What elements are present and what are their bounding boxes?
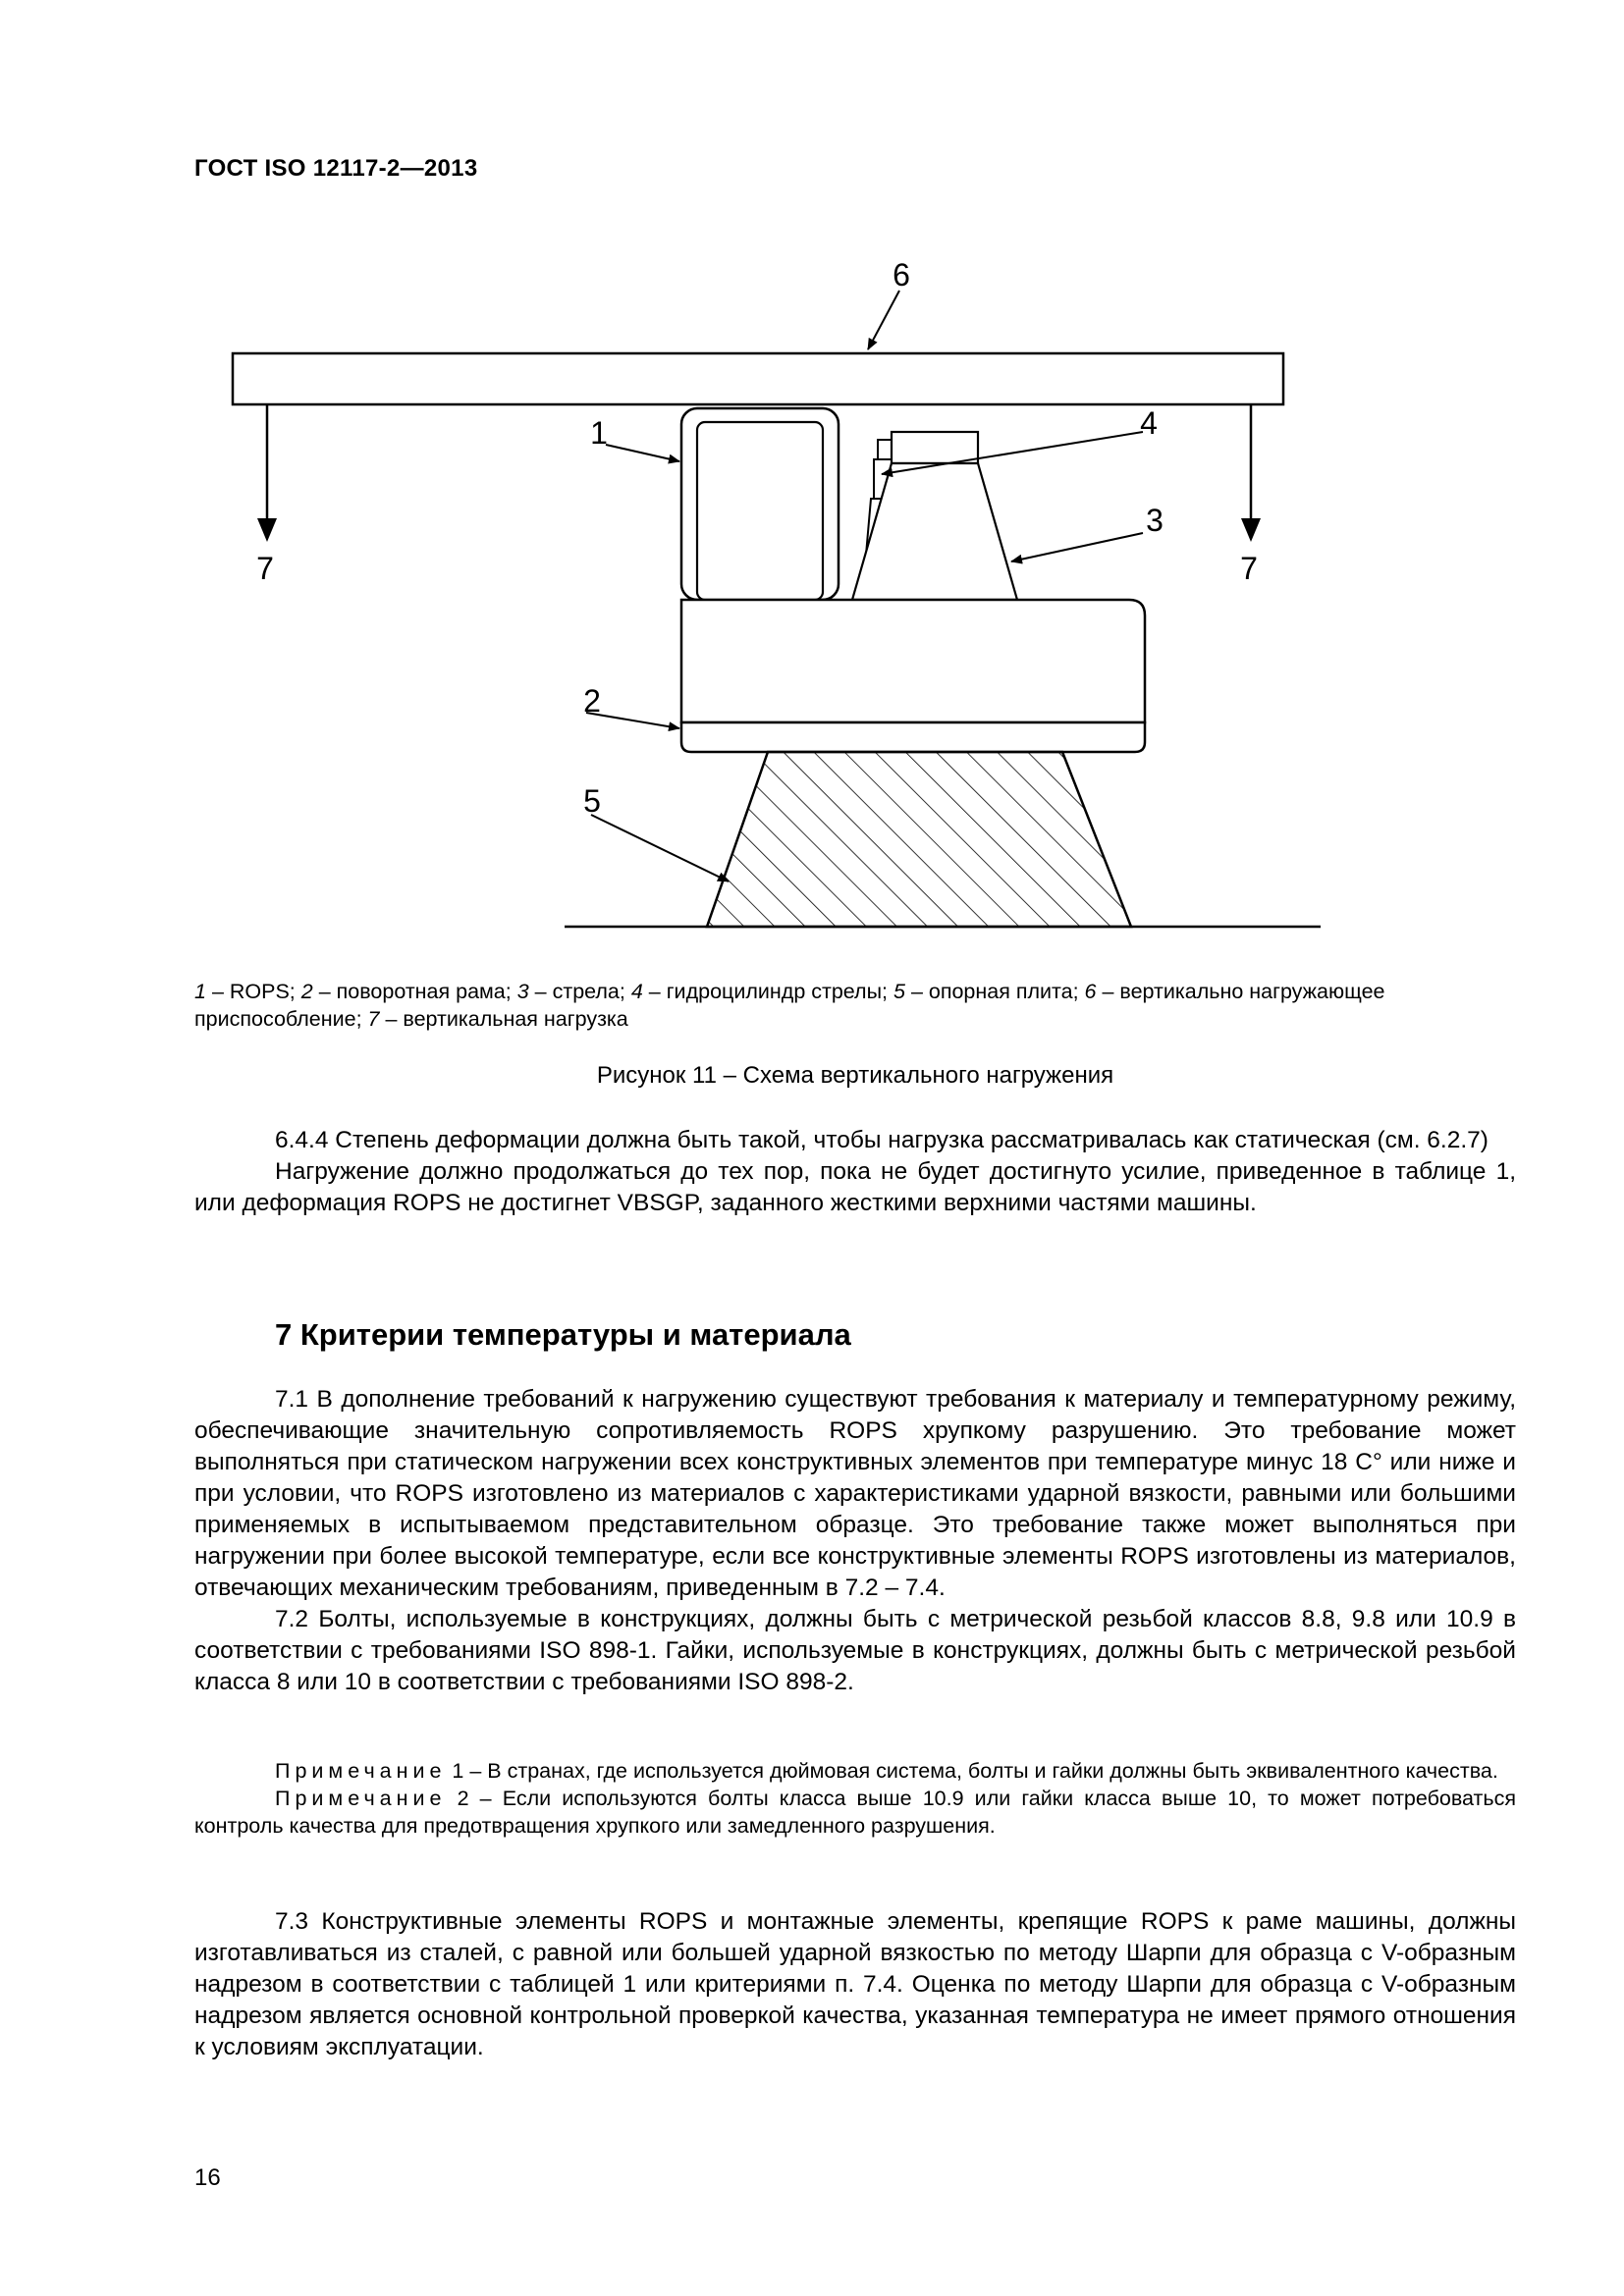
note-1: Примечание 1 – В странах, где используется дюймовая система, болты и гайки должны быть эквивалентного качества. <box>275 1759 1498 1783</box>
section-7-title: 7 Критерии температуры и материала <box>275 1317 851 1352</box>
notes <box>194 1757 1516 1840</box>
label-7-left: 7 <box>256 551 274 586</box>
paragraph-7-3: 7.3 Конструктивные элементы ROPS и монтажные элементы, крепящие ROPS к раме машины, должны изготавливаться из сталей, с равной или большей ударной вязкостью по методу Шарпи для образца с V-образным надрезом в соответствии с таблицей 1 или критериями п. 7.4. Оценка по методу Шарпи для образца с V-образным надрезом является основной контрольной проверкой качества, указанная температура не имеет прямого отношения к условиям эксплуатации. <box>194 1908 1516 2060</box>
label-4: 4 <box>1140 405 1158 441</box>
note-2: Примечание 2 – Если используются болты класса выше 10.9 или гайки класса выше 10, то может потребоваться контроль качества для предотвращения хрупкого или замедленного разрушения. <box>194 1787 1516 1838</box>
bedplate <box>707 752 1131 927</box>
label-6: 6 <box>893 257 910 293</box>
section-6-4-4 <box>194 1125 1516 1219</box>
label-7-right: 7 <box>1240 551 1258 586</box>
loading-fixture-beam <box>233 353 1283 404</box>
paragraph-7-2: 7.2 Болты, используемые в конструкциях, должны быть с метрической резьбой классов 8.8, 9.8 или 10.9 в соответствии с требованиями ISO 898-1. Гайки, используемые в конструкциях, должны быть с метрической резьбой класса 8 или 10 в соответствии с требованиями ISO 898-2. <box>194 1606 1516 1695</box>
vertical-load-arrow-left <box>257 404 277 542</box>
figure-caption: Рисунок 11 – Схема вертикального нагружения <box>596 1062 1114 1089</box>
swing-frame <box>681 600 1145 752</box>
paragraph-7-1: 7.1 В дополнение требований к нагружению существуют требования к материалу и температурному режиму, обеспечивающие значительную сопротивляемость ROPS хрупкому разрушению. Это требование может выполняться при статическом нагружении всех конструктивных элементов при температуре минус 18 С° или ниже и при условии, что ROPS изготовлено из материалов с характеристиками ударной вязкости, равными или большими применяемых в испытываемом представительном образце. Это требование также может выполняться при нагружении при более высокой температуре, если все конструктивные элементы ROPS изготовлены из материалов, отвечающих механическим требованиям, приведенным в 7.2 – 7.4. <box>194 1386 1516 1601</box>
section-7-body <box>194 1384 1516 1698</box>
rops-cab <box>681 408 839 600</box>
section-7-3 <box>194 1906 1516 2063</box>
leader-5 <box>591 815 729 881</box>
label-1: 1 <box>590 415 608 451</box>
page-number: 16 <box>194 2164 221 2191</box>
leader-3 <box>1011 533 1143 561</box>
leader-6 <box>868 291 899 349</box>
paragraph-6-4-4: 6.4.4 Степень деформации должна быть такой, чтобы нагрузка рассматривалась как статическая (см. 6.2.7) <box>275 1127 1489 1153</box>
leader-1 <box>606 445 679 461</box>
vertical-loading-diagram <box>0 0 1624 942</box>
paragraph-6-4-4-continued: Нагружение должно продолжаться до тех пор, пока не будет достигнуто усилие, приведенное в таблице 1, или деформация ROPS не достигнет VBSGP, заданного жесткими верхними частями машины. <box>194 1158 1516 1216</box>
figure-legend: 1 – ROPS; 2 – поворотная рама; 3 – стрела; 4 – гидроцилиндр стрелы; 5 – опорная плита; 6 – вертикально нагружающее приспособление; 7 – вертикальная нагрузка <box>194 980 1385 1031</box>
vertical-load-arrow-right <box>1241 404 1261 542</box>
label-2: 2 <box>583 683 601 719</box>
label-5: 5 <box>583 783 601 819</box>
label-3: 3 <box>1146 503 1164 538</box>
document-header: ГОСТ ISO 12117-2—2013 <box>194 155 478 182</box>
